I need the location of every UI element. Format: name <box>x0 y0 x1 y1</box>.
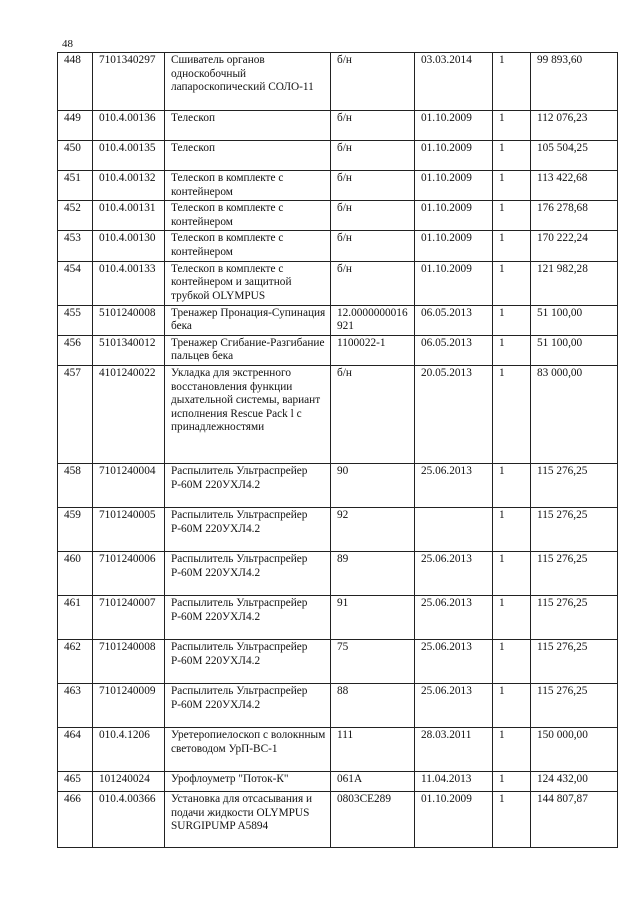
item-name-cell: Телескоп <box>165 111 331 141</box>
item-name-cell: Распылитель Ультраспрейер Р-60М 220УХЛ4.2 <box>165 551 331 595</box>
serial-number-cell: 12.0000000016921 <box>331 305 415 335</box>
serial-number-cell: 1100022-1 <box>331 335 415 365</box>
row-number-cell: 458 <box>58 463 93 507</box>
table-row <box>58 683 618 727</box>
row-number-cell: 454 <box>58 261 93 305</box>
quantity-cell: 1 <box>493 791 531 847</box>
quantity-cell: 1 <box>493 305 531 335</box>
inventory-code-cell: 5101340012 <box>93 335 165 365</box>
row-number-cell: 460 <box>58 551 93 595</box>
inventory-code-cell: 010.4.00366 <box>93 791 165 847</box>
item-name-cell: Укладка для экстренного восстановления функции дыхательной системы, вариант исполнения Rescue Pack l с принадлежностями <box>165 365 331 463</box>
quantity-cell: 1 <box>493 141 531 171</box>
item-name-cell: Распылитель Ультраспрейер Р-60М 220УХЛ4.2 <box>165 595 331 639</box>
table-row <box>58 111 618 141</box>
row-number-cell: 449 <box>58 111 93 141</box>
row-number-cell: 466 <box>58 791 93 847</box>
quantity-cell: 1 <box>493 727 531 771</box>
price-cell: 51 100,00 <box>531 335 618 365</box>
inventory-code-cell: 010.4.00133 <box>93 261 165 305</box>
table-row <box>58 771 618 791</box>
item-name-cell: Тренажер Пронация-Супинация бека <box>165 305 331 335</box>
row-number-cell: 456 <box>58 335 93 365</box>
inventory-code-cell: 7101240007 <box>93 595 165 639</box>
price-cell: 83 000,00 <box>531 365 618 463</box>
quantity-cell: 1 <box>493 771 531 791</box>
quantity-cell: 1 <box>493 111 531 141</box>
table-row <box>58 551 618 595</box>
commission-date-cell: 01.10.2009 <box>415 141 493 171</box>
inventory-code-cell: 7101240005 <box>93 507 165 551</box>
table-row <box>58 595 618 639</box>
item-name-cell: Тренажер Сгибание-Разгибание пальцев бека <box>165 335 331 365</box>
quantity-cell: 1 <box>493 171 531 201</box>
commission-date-cell: 03.03.2014 <box>415 53 493 111</box>
quantity-cell: 1 <box>493 335 531 365</box>
serial-number-cell: б/н <box>331 261 415 305</box>
quantity-cell: 1 <box>493 551 531 595</box>
inventory-code-cell: 7101240006 <box>93 551 165 595</box>
table-row <box>58 231 618 261</box>
price-cell: 112 076,23 <box>531 111 618 141</box>
inventory-code-cell: 010.4.00130 <box>93 231 165 261</box>
serial-number-cell: 0803CE289 <box>331 791 415 847</box>
commission-date-cell: 01.10.2009 <box>415 111 493 141</box>
quantity-cell: 1 <box>493 261 531 305</box>
serial-number-cell: 92 <box>331 507 415 551</box>
row-number-cell: 463 <box>58 683 93 727</box>
commission-date-cell: 01.10.2009 <box>415 791 493 847</box>
quantity-cell: 1 <box>493 53 531 111</box>
price-cell: 113 422,68 <box>531 171 618 201</box>
commission-date-cell: 06.05.2013 <box>415 305 493 335</box>
row-number-cell: 453 <box>58 231 93 261</box>
quantity-cell: 1 <box>493 231 531 261</box>
table-row <box>58 53 618 111</box>
commission-date-cell: 01.10.2009 <box>415 261 493 305</box>
inventory-code-cell: 7101240009 <box>93 683 165 727</box>
quantity-cell: 1 <box>493 507 531 551</box>
inventory-code-cell: 7101240008 <box>93 639 165 683</box>
quantity-cell: 1 <box>493 463 531 507</box>
commission-date-cell: 01.10.2009 <box>415 231 493 261</box>
serial-number-cell: 91 <box>331 595 415 639</box>
inventory-code-cell: 4101240022 <box>93 365 165 463</box>
item-name-cell: Распылитель Ультраспрейер Р-60М 220УХЛ4.2 <box>165 463 331 507</box>
inventory-code-cell: 7101340297 <box>93 53 165 111</box>
row-number-cell: 455 <box>58 305 93 335</box>
item-name-cell: Телескоп <box>165 141 331 171</box>
inventory-code-cell: 010.4.00136 <box>93 111 165 141</box>
serial-number-cell: б/н <box>331 111 415 141</box>
inventory-table <box>57 52 618 848</box>
table-row <box>58 463 618 507</box>
commission-date-cell: 01.10.2009 <box>415 201 493 231</box>
inventory-code-cell: 010.4.00132 <box>93 171 165 201</box>
commission-date-cell: 25.06.2013 <box>415 683 493 727</box>
serial-number-cell: б/н <box>331 141 415 171</box>
item-name-cell: Распылитель Ультраспрейер Р-60М 220УХЛ4.2 <box>165 507 331 551</box>
row-number-cell: 451 <box>58 171 93 201</box>
price-cell: 121 982,28 <box>531 261 618 305</box>
inventory-code-cell: 010.4.00131 <box>93 201 165 231</box>
price-cell: 176 278,68 <box>531 201 618 231</box>
commission-date-cell: 06.05.2013 <box>415 335 493 365</box>
table-row <box>58 201 618 231</box>
price-cell: 115 276,25 <box>531 463 618 507</box>
table-row <box>58 507 618 551</box>
inventory-code-cell: 010.4.00135 <box>93 141 165 171</box>
row-number-cell: 457 <box>58 365 93 463</box>
inventory-code-cell: 5101240008 <box>93 305 165 335</box>
serial-number-cell: 88 <box>331 683 415 727</box>
table-row <box>58 141 618 171</box>
item-name-cell: Телескоп в комплекте с контейнером и защитной трубкой OLYMPUS <box>165 261 331 305</box>
serial-number-cell: б/н <box>331 231 415 261</box>
price-cell: 115 276,25 <box>531 683 618 727</box>
commission-date-cell: 25.06.2013 <box>415 551 493 595</box>
commission-date-cell: 25.06.2013 <box>415 595 493 639</box>
price-cell: 115 276,25 <box>531 639 618 683</box>
item-name-cell: Сшиватель органов односкобочный лапароскопический СОЛО-11 <box>165 53 331 111</box>
price-cell: 115 276,25 <box>531 595 618 639</box>
table-row <box>58 365 618 463</box>
item-name-cell: Телескоп в комплекте с контейнером <box>165 171 331 201</box>
inventory-code-cell: 010.4.1206 <box>93 727 165 771</box>
commission-date-cell: 11.04.2013 <box>415 771 493 791</box>
table-row <box>58 335 618 365</box>
row-number-cell: 450 <box>58 141 93 171</box>
quantity-cell: 1 <box>493 639 531 683</box>
commission-date-cell: 01.10.2009 <box>415 171 493 201</box>
serial-number-cell: б/н <box>331 53 415 111</box>
inventory-code-cell: 101240024 <box>93 771 165 791</box>
quantity-cell: 1 <box>493 683 531 727</box>
row-number-cell: 461 <box>58 595 93 639</box>
item-name-cell: Распылитель Ультраспрейер Р-60М 220УХЛ4.2 <box>165 639 331 683</box>
price-cell: 115 276,25 <box>531 551 618 595</box>
quantity-cell: 1 <box>493 595 531 639</box>
price-cell: 150 000,00 <box>531 727 618 771</box>
price-cell: 51 100,00 <box>531 305 618 335</box>
commission-date-cell: 20.05.2013 <box>415 365 493 463</box>
serial-number-cell: 89 <box>331 551 415 595</box>
item-name-cell: Уретеропиелоскоп с волокнным световодом УрП-ВС-1 <box>165 727 331 771</box>
quantity-cell: 1 <box>493 201 531 231</box>
row-number-cell: 448 <box>58 53 93 111</box>
inventory-code-cell: 7101240004 <box>93 463 165 507</box>
price-cell: 144 807,87 <box>531 791 618 847</box>
row-number-cell: 462 <box>58 639 93 683</box>
table-row <box>58 261 618 305</box>
quantity-cell: 1 <box>493 365 531 463</box>
serial-number-cell: 111 <box>331 727 415 771</box>
item-name-cell: Установка для отсасывания и подачи жидкости OLYMPUS SURGIPUMP A5894 <box>165 791 331 847</box>
table-row <box>58 171 618 201</box>
price-cell: 115 276,25 <box>531 507 618 551</box>
table-row <box>58 727 618 771</box>
serial-number-cell: 061А <box>331 771 415 791</box>
page-number: 48 <box>62 38 73 50</box>
table-row <box>58 639 618 683</box>
row-number-cell: 459 <box>58 507 93 551</box>
commission-date-cell: 25.06.2013 <box>415 639 493 683</box>
price-cell: 124 432,00 <box>531 771 618 791</box>
row-number-cell: 465 <box>58 771 93 791</box>
row-number-cell: 464 <box>58 727 93 771</box>
serial-number-cell: б/н <box>331 365 415 463</box>
table-row <box>58 791 618 847</box>
serial-number-cell: б/н <box>331 201 415 231</box>
item-name-cell: Телескоп в комплекте с контейнером <box>165 201 331 231</box>
serial-number-cell: б/н <box>331 171 415 201</box>
price-cell: 105 504,25 <box>531 141 618 171</box>
commission-date-cell: 28.03.2011 <box>415 727 493 771</box>
price-cell: 99 893,60 <box>531 53 618 111</box>
row-number-cell: 452 <box>58 201 93 231</box>
item-name-cell: Телескоп в комплекте с контейнером <box>165 231 331 261</box>
serial-number-cell: 75 <box>331 639 415 683</box>
commission-date-cell: 25.06.2013 <box>415 463 493 507</box>
item-name-cell: Урофлоуметр "Поток-К" <box>165 771 331 791</box>
commission-date-cell <box>415 507 493 551</box>
item-name-cell: Распылитель Ультраспрейер Р-60М 220УХЛ4.2 <box>165 683 331 727</box>
price-cell: 170 222,24 <box>531 231 618 261</box>
table-row <box>58 305 618 335</box>
serial-number-cell: 90 <box>331 463 415 507</box>
